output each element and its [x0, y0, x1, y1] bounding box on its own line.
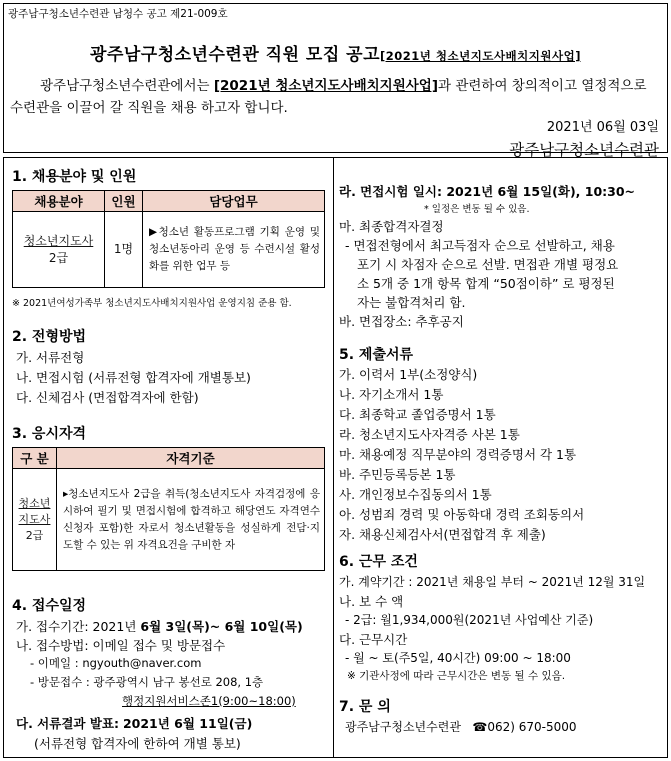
notice-organization: 광주남구청소년수련관 — [509, 141, 659, 159]
table-header-row — [13, 448, 325, 469]
final-selection-line: 자는 불합격처리 함. — [357, 295, 466, 310]
title-subtitle: [2021년 청소년지도사배치지원사업] — [380, 49, 581, 63]
field-cell — [13, 212, 105, 288]
intro-highlight: [2021년 청소년지도사배치지원사업] — [213, 78, 438, 94]
interview-label: 라. 면접시험 일시: — [339, 184, 442, 199]
qualification-table — [12, 447, 325, 571]
notice-body — [3, 157, 668, 758]
count-cell: 1명 — [105, 212, 143, 288]
pay-title: 나. 보 수 액 — [339, 594, 404, 609]
hours-note: ※ 기관사정에 따라 근무시간은 변동 될 수 있음. — [347, 670, 566, 682]
interview-note: * 일정은 변동 될 수 있음. — [424, 204, 530, 215]
screening-item: 다. 신체검사 (면접합격자에 한함) — [16, 390, 199, 405]
document-item: 가. 이력서 1부(소정양식) — [339, 367, 478, 382]
interview-venue: 바. 면접장소: 추후공지 — [339, 314, 464, 329]
section-2-title: 2. 전형방법 — [12, 329, 87, 345]
section-5-title: 5. 제출서류 — [339, 347, 414, 363]
table-row — [13, 212, 325, 288]
criteria-cell: ▸청소년지도사 2급을 취득(청소년지도사 자격검정에 응시하여 필기 및 면접시험에 합격하고 해당연도 자격연수 신청자 포함)한 자로서 청소년활동을 성실하게 전담·지도할 수 있는 위 자격요건을 구비한 자 — [57, 469, 325, 571]
section-1-note: ※ 2021년여성가족부 청소년지도사배치지원사업 운영지침 준용 함. — [12, 298, 292, 309]
final-selection-line: - 면접전형에서 최고득점자 순으로 선발하고, 채용 — [345, 238, 615, 253]
duty-cell: ▶청소년 활동프로그램 기획 운영 및 청소년동아리 운영 등 수련시설 활성화를 위한 업무 등 — [143, 212, 325, 288]
notice-header — [3, 3, 668, 159]
header-count: 인원 — [105, 191, 143, 212]
document-item: 아. 성범죄 경력 및 아동학대 경력 조회동의서 — [339, 507, 585, 522]
category-line-3: 2급 — [25, 528, 44, 542]
section-3-title: 3. 응시자격 — [12, 426, 87, 442]
intro-paragraph — [10, 75, 661, 119]
visit-location: 행정지원서비스존1(9:00~18:00) — [122, 694, 296, 708]
hours-detail: - 월 ~ 토(주5일, 40시간) 09:00 ~ 18:00 — [345, 651, 571, 665]
period-value: 6월 3일(목)~ 6월 10일(목) — [140, 619, 303, 634]
application-email: - 이메일 : ngyouth@naver.com — [30, 656, 202, 670]
period-label: 가. 접수기간: 2021년 — [16, 619, 137, 634]
category-cell — [13, 469, 57, 571]
final-selection-line: 소 5개 중 1개 항목 합계 “50점이하” 로 평정된 — [357, 276, 615, 291]
interview-schedule — [339, 182, 635, 200]
position-table — [12, 190, 325, 288]
intro-lead: 광주남구청소년수련관에서는 — [40, 78, 210, 94]
header-field: 채용분야 — [13, 191, 105, 212]
notice-reference: 광주남구청소년수련관 남청수 공고 제21-009호 — [8, 8, 228, 20]
section-7-title: 7. 문 의 — [339, 699, 391, 715]
header-criteria: 자격기준 — [57, 448, 325, 469]
contract-period: 가. 계약기간 : 2021년 채용일 부터 ~ 2021년 12월 31일 — [339, 575, 646, 589]
document-item: 바. 주민등록등본 1통 — [339, 467, 456, 482]
intro-rest: 과 관련하여 창의적이고 열정적으로 수련관을 이끌어 갈 직원을 채용 하고자 합니다. — [10, 78, 647, 116]
pay-detail: - 2급: 월1,934,000원(2021년 사업예산 기준) — [345, 613, 594, 627]
document-item: 자. 채용신체검사서(면접합격 후 제출) — [339, 527, 546, 542]
interview-datetime: 2021년 6월 15일(화), 10:30~ — [446, 184, 636, 199]
document-item: 라. 청소년지도사자격증 사본 1통 — [339, 427, 520, 442]
contact-phone[interactable]: ☎062) 670-5000 — [472, 720, 577, 734]
document-item: 마. 채용예정 직무분야의 경력증명서 각 1통 — [339, 447, 577, 462]
field-line-2: 2급 — [48, 250, 69, 265]
result-note: (서류전형 합격자에 한하여 개별 통보) — [34, 736, 241, 751]
final-selection-line: 포기 시 차점자 순으로 선발. 면접관 개별 평정요 — [357, 257, 619, 272]
table-row — [13, 469, 325, 571]
document-item: 나. 자기소개서 1통 — [339, 387, 444, 402]
screening-item: 나. 면접시험 (서류전형 합격자에 개별통보) — [16, 370, 251, 385]
application-method: 나. 접수방법: 이메일 접수 및 방문접수 — [16, 638, 226, 653]
application-period — [16, 617, 303, 635]
contact-organization: 광주남구청소년수련관 — [345, 720, 461, 734]
header-category: 구 분 — [13, 448, 57, 469]
screening-item: 가. 서류전형 — [16, 350, 85, 365]
section-6-title: 6. 근무 조건 — [339, 554, 418, 570]
title-main: 광주남구청소년수련관 직원 모집 공고 — [90, 45, 381, 65]
visit-address: - 방문접수 : 광주광역시 남구 봉선로 208, 1층 — [30, 675, 264, 689]
result-date: 2021년 6월 11일(금) — [122, 716, 253, 731]
result-announcement — [16, 714, 252, 732]
category-line-1: 청소년 — [18, 496, 51, 510]
result-label: 다. 서류결과 발표: — [16, 716, 119, 731]
final-selection-title: 마. 최종합격자결정 — [339, 219, 444, 234]
table-header-row — [13, 191, 325, 212]
document-item: 사. 개인정보수집동의서 1통 — [339, 487, 492, 502]
document-item: 다. 최종학교 졸업증명서 1통 — [339, 407, 496, 422]
contact — [345, 718, 577, 735]
header-duty: 담당업무 — [143, 191, 325, 212]
notice-title — [4, 40, 667, 65]
field-line-1: 청소년지도사 — [23, 233, 94, 248]
notice-date: 2021년 06월 03일 — [546, 120, 659, 135]
category-line-2: 지도사 — [18, 512, 51, 526]
section-4-title: 4. 접수일정 — [12, 598, 87, 614]
column-divider — [333, 158, 334, 757]
hours-title: 다. 근무시간 — [339, 632, 408, 647]
section-1-title: 1. 채용분야 및 인원 — [12, 169, 137, 185]
